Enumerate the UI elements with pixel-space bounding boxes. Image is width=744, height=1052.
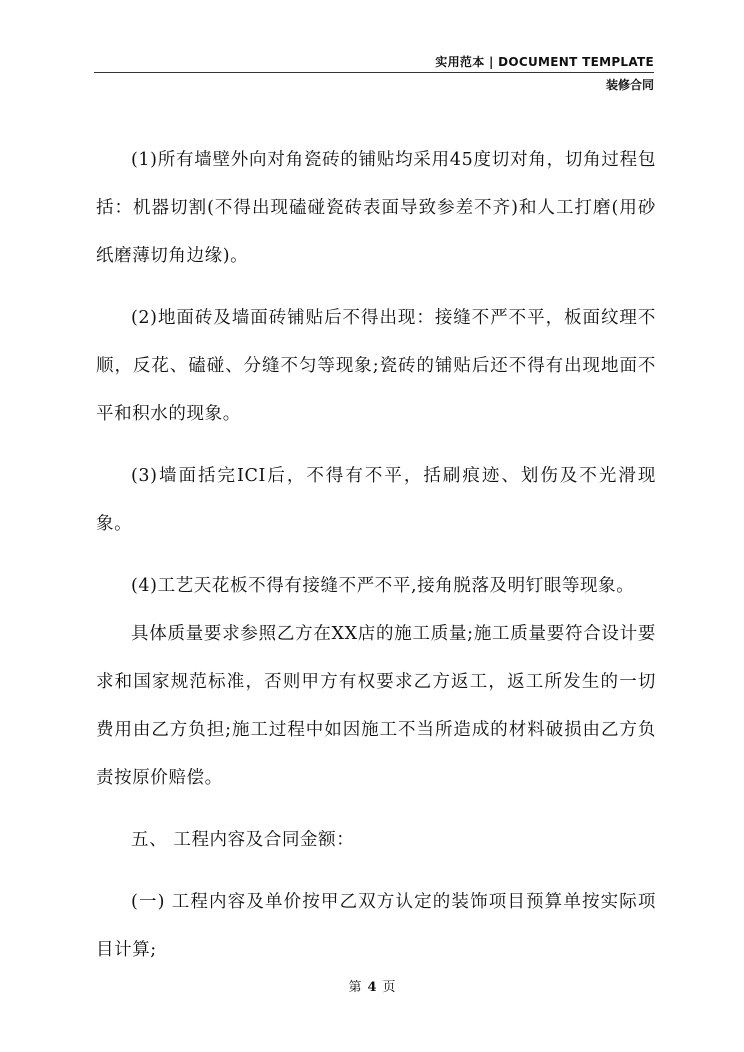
page-number: 4 <box>367 980 377 995</box>
paragraph-2: (2)地面砖及墙面砖铺贴后不得出现：接缝不严不平，板面纹理不顺，反花、磕碰、分缝不匀等现象;瓷砖的铺贴后还不得有出现地面不平和积水的现象。 <box>96 308 656 424</box>
page-header <box>94 54 654 73</box>
paragraph-4: (4)工艺天花板不得有接缝不严不平,接角脱落及明钉眼等现象。 <box>131 576 635 596</box>
paragraph-5: 具体质量要求参照乙方在XX店的施工质量;施工质量要符合设计要求和国家规范标准，否则甲方有权要求乙方返工，返工所发生的一切费用由乙方负担;施工过程中如因施工不当所造成的材料破损由乙方负责按原价赔偿。 <box>96 624 656 788</box>
paragraph-6: (一) 工程内容及单价按甲乙双方认定的装饰项目预算单按实际项目计算; <box>96 892 656 960</box>
paragraph-1: (1)所有墙壁外向对角瓷砖的铺贴均采用45度切对角，切角过程包括：机器切割(不得出现磕碰瓷砖表面导致参差不齐)和人工打磨(用砂纸磨薄切角边缘)。 <box>96 150 656 266</box>
paragraph-3: (3)墙面括完ICI后，不得有不平，括刷痕迹、划伤及不光滑现象。 <box>96 466 656 534</box>
page-footer <box>0 976 744 995</box>
document-body <box>96 136 656 988</box>
header-subtitle: 装修合同 <box>605 78 654 92</box>
header-title: 实用范本 | DOCUMENT TEMPLATE <box>435 55 654 69</box>
page-suffix: 页 <box>382 980 396 995</box>
page-prefix: 第 <box>348 980 362 995</box>
section-heading-5: 五、 工程内容及合同金额： <box>131 830 355 850</box>
